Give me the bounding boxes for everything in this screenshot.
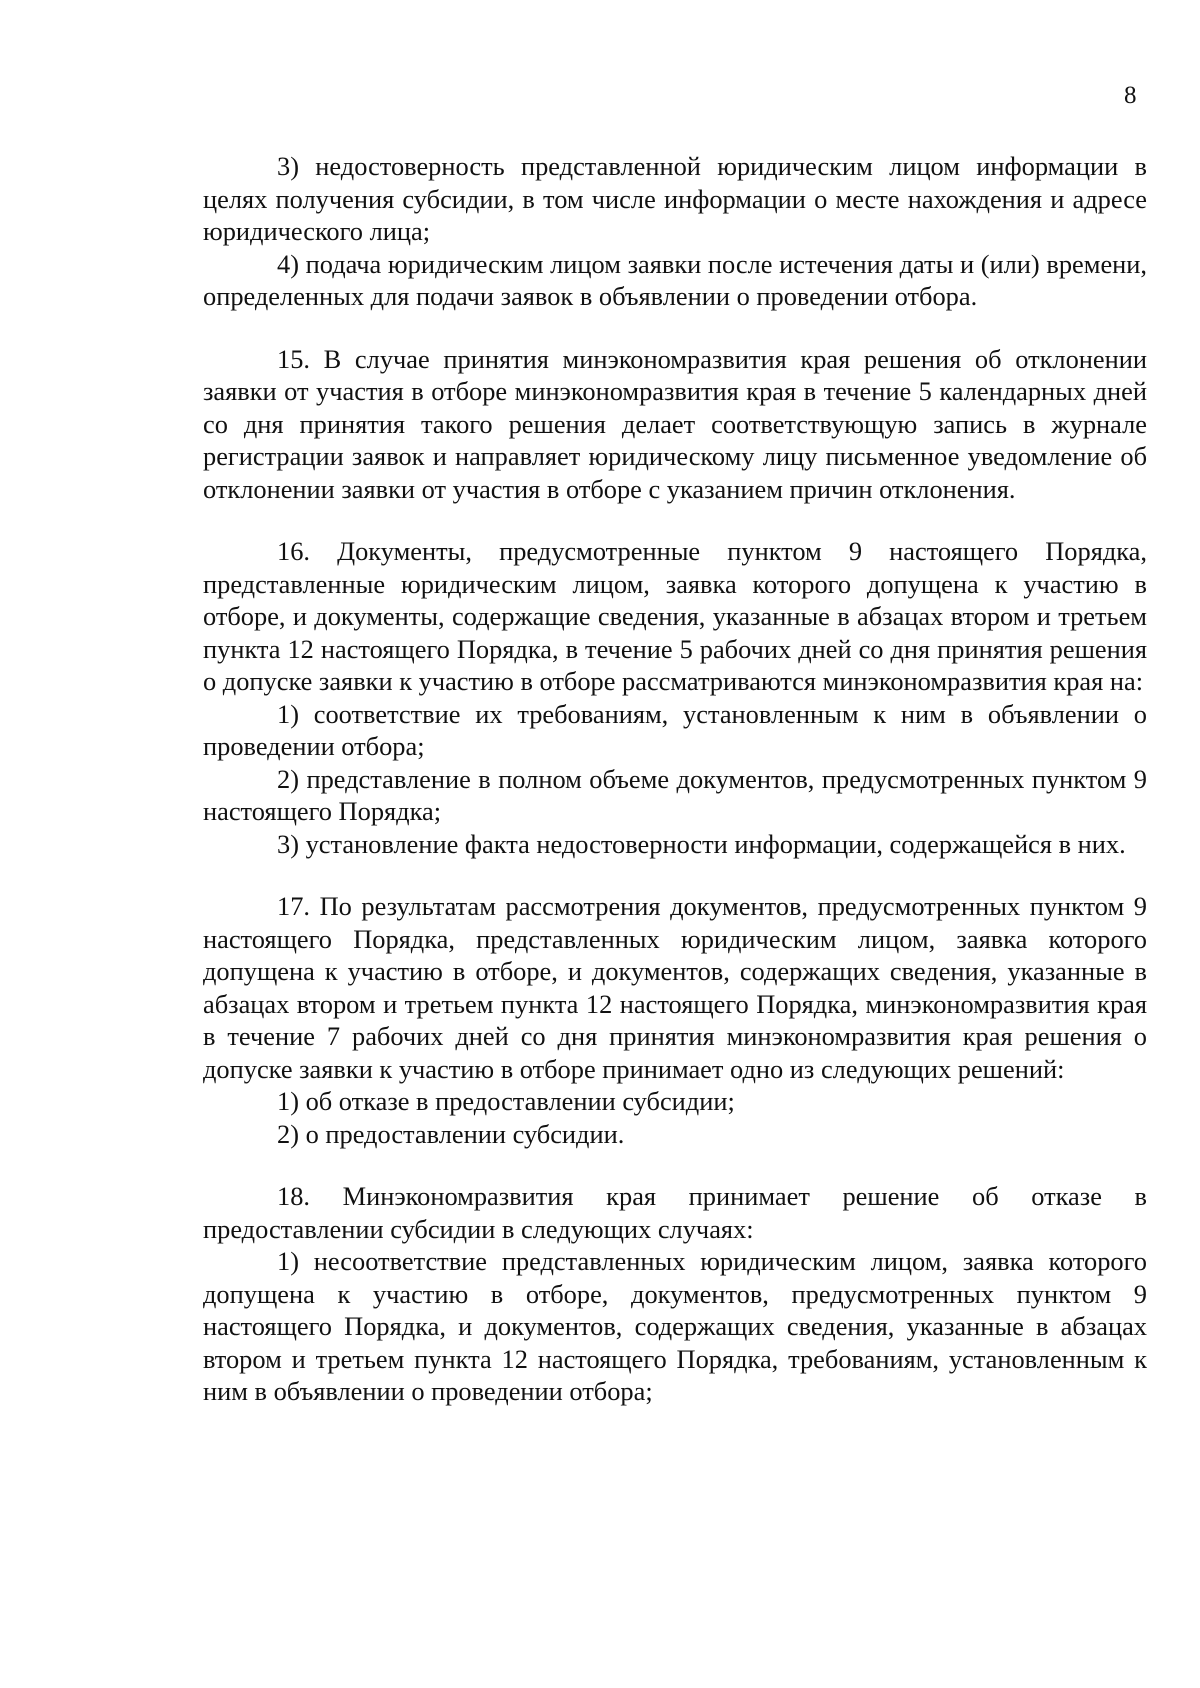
clause-18-item-1: 1) несоответствие представленных юридическим лицом, заявка которого допущена к участию в отборе, документов, предусмотренных пунктом 9 настоящего Порядка, и документов, содержащих сведения, указанные в абзацах втором и третьем пункта 12 настоящего Порядка, требованиям, установленным к ним в объявлении о проведении отбора; bbox=[203, 1246, 1147, 1406]
clause-16-item-1: 1) соответствие их требованиям, установленным к ним в объявлении о проведении отбора; bbox=[203, 698, 1147, 761]
document-body bbox=[203, 150, 1147, 1408]
clause-16: 16. Документы, предусмотренные пунктом 9 настоящего Порядка, представленные юридическим лицом, заявка которого допущена к участию в отборе, и документы, содержащие сведения, указанные в абзацах втором и третьем пункта 12 настоящего Порядка, в течение 5 рабочих дней со дня принятия решения о допуске заявки к участию в отборе рассматриваются минэкономразвития края на: bbox=[203, 536, 1147, 696]
spacer bbox=[203, 313, 1147, 343]
clause-17-item-2: 2) о предоставлении субсидии. bbox=[277, 1118, 625, 1149]
list-item-3: 3) недостоверность представленной юридическим лицом информации в целях получения субсидии, в том числе информации о месте нахождения и адресе юридического лица; bbox=[203, 151, 1147, 246]
clause-18: 18. Минэкономразвития края принимает решение об отказе в предоставлении субсидии в следующих случаях: bbox=[203, 1181, 1147, 1244]
clause-17: 17. По результатам рассмотрения документов, предусмотренных пунктом 9 настоящего Порядка, представленных юридическим лицом, заявка которого допущена к участию в отборе, и документов, содержащих сведения, указанные в абзацах втором и третьем пункта 12 настоящего Порядка, минэкономразвития края в течение 7 рабочих дней со дня принятия минэкономразвития края решения о допуске заявки к участию в отборе принимает одно из следующих решений: bbox=[203, 891, 1147, 1084]
clause-15: 15. В случае принятия минэкономразвития края решения об отклонении заявки от участия в отборе минэкономразвития края в течение 5 календарных дней со дня принятия такого решения делает соответствующую запись в журнале регистрации заявок и направляет юридическому лицу письменное уведомление об отклонении заявки от участия в отборе с указанием причин отклонения. bbox=[203, 343, 1147, 504]
spacer bbox=[203, 505, 1147, 535]
clause-17-item-1: 1) об отказе в предоставлении субсидии; bbox=[277, 1086, 735, 1116]
clause-16-item-2: 2) представление в полном объеме документов, предусмотренных пунктом 9 настоящего Порядка; bbox=[203, 763, 1147, 826]
clause-16-item-3: 3) установление факта недостоверности информации, содержащейся в них. bbox=[277, 828, 1126, 859]
page-number: 8 bbox=[1124, 82, 1137, 109]
list-item-4: 4) подача юридическим лицом заявки после истечения даты и (или) времени, определенных для подачи заявок в объявлении о проведении отбора. bbox=[203, 248, 1147, 311]
spacer bbox=[203, 860, 1147, 890]
spacer bbox=[203, 1150, 1147, 1180]
